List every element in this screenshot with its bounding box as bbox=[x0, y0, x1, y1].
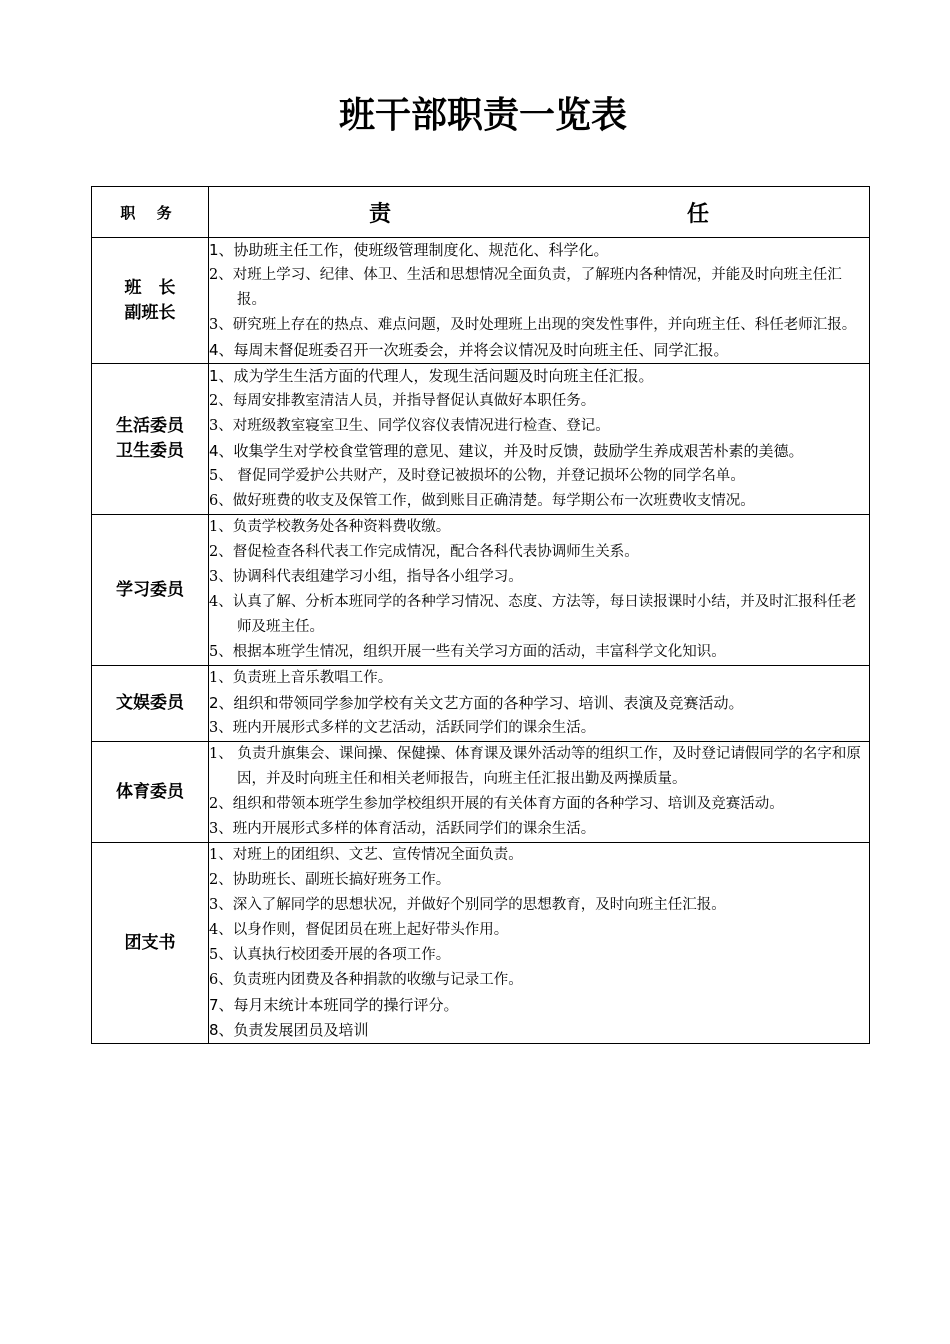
responsibility-cell bbox=[209, 843, 870, 1044]
list-item: 3、班内开展形式多样的文艺活动，活跃同学们的课余生活。 bbox=[209, 720, 596, 736]
role-cell bbox=[92, 843, 209, 1044]
list-item: 1、对班上的团组织、文艺、宣传情况全面负责。 bbox=[209, 847, 523, 863]
role-label: 学习委员 bbox=[116, 579, 184, 600]
list-item: 2、督促检查各科代表工作完成情况，配合各科代表协调师生关系。 bbox=[209, 544, 639, 560]
role-cell bbox=[92, 364, 209, 515]
header-role: 职 务 bbox=[92, 187, 209, 238]
list-item: 4、认真了解、分析本班同学的各种学习情况、态度、方法等，每日读报课时小结，并及时汇报科任老师及班主任。 bbox=[209, 594, 857, 635]
header-resp-left: 责 bbox=[369, 201, 392, 227]
role-cell bbox=[92, 238, 209, 364]
list-item: 1、成为学生生活方面的代理人，发现生活问题及时向班主任汇报。 bbox=[209, 367, 654, 385]
table-row bbox=[92, 843, 870, 1044]
table-row bbox=[92, 238, 870, 364]
duty-table bbox=[91, 186, 870, 1044]
table-header-row bbox=[92, 187, 870, 238]
role-label: 副班长 bbox=[124, 302, 176, 323]
list-item: 3、协调科代表组建学习小组，指导各小组学习。 bbox=[209, 569, 523, 585]
list-item: 1、 负责升旗集会、课间操、保健操、体育课及课外活动等的组织工作，及时登记请假同学的名字和原因，并及时向班主任和相关老师报告，向班主任汇报出勤及两操质量。 bbox=[209, 746, 861, 787]
role-label: 卫生委员 bbox=[116, 441, 184, 461]
list-item: 1、负责班上音乐教唱工作。 bbox=[209, 670, 393, 686]
table-row bbox=[92, 515, 870, 666]
responsibility-cell bbox=[209, 666, 870, 742]
list-item: 3、深入了解同学的思想状况，并做好个别同学的思想教育，及时向班主任汇报。 bbox=[209, 897, 726, 913]
list-item: 5、认真执行校团委开展的各项工作。 bbox=[209, 947, 451, 963]
header-resp-right: 任 bbox=[686, 201, 709, 227]
table-row bbox=[92, 666, 870, 742]
table-row bbox=[92, 742, 870, 843]
role-cell bbox=[92, 666, 209, 742]
role-cell bbox=[92, 742, 209, 843]
role-label: 生活委员 bbox=[116, 416, 184, 436]
page-title: 班干部职责一览表 bbox=[338, 94, 627, 136]
list-item: 2、每周安排教室清洁人员，并指导督促认真做好本职任务。 bbox=[209, 393, 596, 409]
list-item: 6、负责班内团费及各种捐款的收缴与记录工作。 bbox=[209, 972, 523, 988]
role-label: 体育委员 bbox=[116, 781, 184, 802]
list-item: 1、协助班主任工作，使班级管理制度化、规范化、科学化。 bbox=[209, 241, 609, 259]
list-item: 7、每月末统计本班同学的操行评分。 bbox=[209, 996, 459, 1014]
role-label: 文娱委员 bbox=[116, 693, 184, 713]
list-item: 2、组织和带领同学参加学校有关文艺方面的各种学习、培训、表演及竞赛活动。 bbox=[209, 694, 744, 712]
role-cell bbox=[92, 515, 209, 666]
responsibility-cell bbox=[209, 364, 870, 515]
role-label: 班 长 bbox=[124, 277, 176, 298]
responsibility-cell bbox=[209, 742, 870, 843]
list-item: 4、每周末督促班委召开一次班委会，并将会议情况及时向班主任、同学汇报。 bbox=[209, 341, 729, 359]
list-item: 3、对班级教室寝室卫生、同学仪容仪表情况进行检查、登记。 bbox=[209, 418, 610, 434]
list-item: 2、对班上学习、纪律、体卫、生活和思想情况全面负责，了解班内各种情况，并能及时向班主任汇报。 bbox=[209, 267, 842, 308]
list-item: 8、负责发展团员及培训 bbox=[209, 1021, 369, 1039]
list-item: 2、组织和带领本班学生参加学校组织开展的有关体育方面的各种学习、培训及竞赛活动。 bbox=[209, 796, 784, 812]
list-item: 6、做好班费的收支及保管工作，做到账目正确清楚。每学期公布一次班费收支情况。 bbox=[209, 493, 755, 509]
list-item: 5、根据本班学生情况，组织开展一些有关学习方面的活动，丰富科学文化知识。 bbox=[209, 644, 726, 660]
responsibility-cell bbox=[209, 238, 870, 364]
responsibility-cell bbox=[209, 515, 870, 666]
list-item: 4、以身作则，督促团员在班上起好带头作用。 bbox=[209, 922, 509, 938]
header-responsibility bbox=[209, 187, 870, 238]
role-label: 团支书 bbox=[124, 932, 176, 953]
list-item: 1、负责学校教务处各种资料费收缴。 bbox=[209, 519, 451, 535]
list-item: 3、班内开展形式多样的体育活动，活跃同学们的课余生活。 bbox=[209, 821, 596, 837]
table-row bbox=[92, 364, 870, 515]
list-item: 4、收集学生对学校食堂管理的意见、建议，并及时反馈，鼓励学生养成艰苦朴素的美德。 bbox=[209, 442, 804, 460]
list-item: 5、 督促同学爱护公共财产，及时登记被损坏的公物，并登记损坏公物的同学名单。 bbox=[209, 468, 745, 484]
list-item: 2、协助班长、副班长搞好班务工作。 bbox=[209, 872, 451, 888]
list-item: 3、研究班上存在的热点、难点问题，及时处理班上出现的突发性事件，并向班主任、科任老师汇报。 bbox=[209, 317, 857, 333]
